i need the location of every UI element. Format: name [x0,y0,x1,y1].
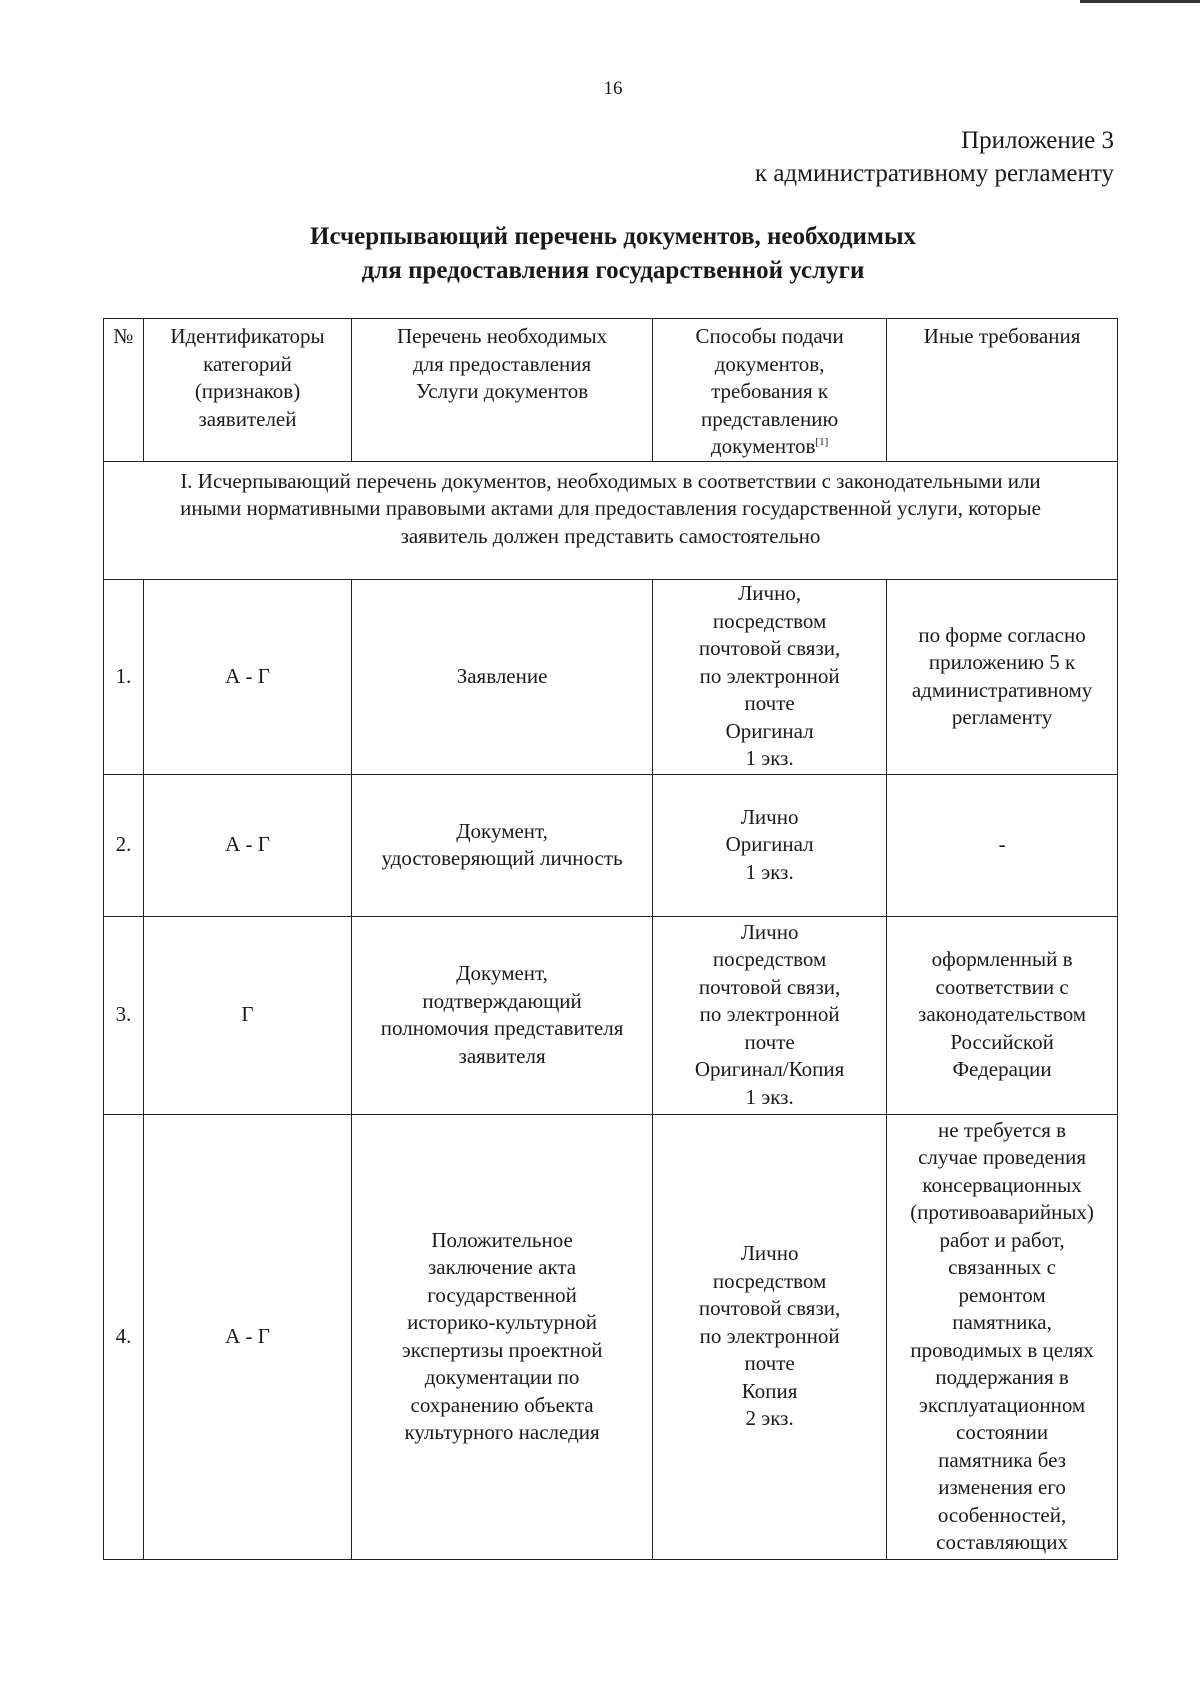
row-methods-line: посредством [712,1268,827,1293]
row-other-line: регламенту [951,705,1053,729]
row-identifiers: Г [143,916,351,1114]
row-document [352,916,653,1114]
section-title [104,461,1118,579]
row-other [887,1114,1118,1559]
row-document-line: полномочия представителя [380,1016,624,1040]
row-other-line: ремонтом [958,1282,1046,1307]
row-other-line: консервационных [922,1172,1082,1197]
row-methods-line: Лично, [738,581,802,606]
row-methods-line: почтовой связи, [698,974,841,999]
row-num: 2. [104,774,144,916]
appendix-line-1: Приложение 3 [961,127,1114,154]
footnote-ref[interactable]: [1] [815,436,829,448]
row-methods [653,1114,887,1559]
row-methods-line: по электронной [699,663,840,688]
header-methods-line: документов, [714,351,825,376]
header-identifiers-line: Идентификаторы [170,324,325,348]
row-other-line: оформленный в [931,947,1073,972]
header-identifiers-line: заявителей [198,406,297,431]
row-document-line: историко-культурной [407,1310,598,1334]
header-other [887,319,1118,462]
header-methods-last: документов [710,434,816,458]
row-document [352,579,653,774]
row-other-line: связанных с [948,1255,1057,1279]
row-other-line: Федерации [952,1057,1052,1082]
row-document-line: экспертизы проектной [401,1337,603,1362]
row-identifiers: А - Г [143,1114,351,1559]
row-other-line: памятника без [938,1447,1067,1472]
row-other-line: (противоаварийных) [910,1200,1094,1224]
row-methods-line: 1 экз. [745,746,794,771]
header-num: № [104,319,144,462]
row-document-line: заявителя [458,1043,546,1068]
header-methods-line: представлению [701,406,839,431]
row-methods [653,916,887,1114]
row-other [887,579,1118,774]
row-identifiers: А - Г [143,774,351,916]
row-other-line: состоянии [956,1420,1049,1444]
row-num: 4. [104,1114,144,1559]
row-other [887,916,1118,1114]
table-row [104,916,1118,1114]
row-document-line: документации по [424,1365,580,1389]
row-methods-line: посредством [712,608,827,633]
row-other-line: эксплуатационном [918,1392,1086,1417]
row-methods-line: посредством [712,947,827,972]
row-methods-line: Лично [740,1241,799,1266]
row-methods-line: 1 экз. [745,1084,794,1109]
documents-table [103,318,1118,1560]
row-num: 1. [104,579,144,774]
row-other-line: Российской [950,1029,1054,1054]
appendix-heading [755,124,1114,190]
row-other-line: особенностей, [937,1502,1067,1527]
row-methods-line: почте [744,1029,795,1054]
row-methods [653,579,887,774]
row-methods-line: по электронной [699,1323,840,1348]
header-identifiers-line: категорий [203,351,292,376]
header-identifiers [143,319,351,462]
header-other-line: Иные требования [923,324,1081,348]
section-title-line: I. Исчерпывающий перечень документов, необходимых в соответствии с законодательными или [180,468,1041,493]
title-line-2: для предоставления государственной услуги [361,257,865,284]
header-methods [653,319,887,462]
row-document-line: подтверждающий [422,988,582,1013]
header-documents-line: Услуги документов [415,379,589,403]
row-other-line: приложению 5 к [928,650,1076,674]
row-document-line: удостоверяющий личность [381,846,623,870]
header-methods-line: Способы подачи [695,324,844,348]
row-methods-line: Оригинал/Копия [694,1057,845,1082]
row-other-line: поддержания в [935,1365,1069,1389]
row-other-line: составляющих [936,1530,1068,1554]
table-row [104,1114,1118,1559]
row-other-line: памятника, [952,1310,1052,1334]
row-methods-line: Копия [741,1378,798,1403]
row-document-line: государственной [427,1282,577,1307]
row-methods-line: Лично [740,919,799,944]
scan-edge-mark [1080,0,1200,3]
row-other-line: изменения его [938,1475,1066,1499]
page-number: 16 [603,78,623,99]
row-other-line: не требуется в [938,1117,1067,1142]
row-other [887,774,1118,916]
section-title-line: иными нормативными правовыми актами для предоставления государственной услуги, которые [180,496,1041,520]
table-row [104,579,1118,774]
row-identifiers: А - Г [143,579,351,774]
row-other-line: работ и работ, [939,1227,1065,1252]
row-other-line: проводимых в целях [910,1337,1094,1362]
row-methods-line: Оригинал [725,832,814,857]
row-document-line: Заявление [456,663,548,688]
row-other-line: по форме согласно [918,622,1086,647]
row-methods-line: 1 экз. [745,859,794,884]
section-row [104,461,1118,579]
row-other-line: законодательством [918,1002,1087,1027]
row-document-line: сохранению объекта [410,1392,594,1417]
row-methods-line: Лично [740,804,799,829]
row-other-line: случае проведения [918,1145,1087,1169]
row-document-line: Документ, [456,818,548,843]
row-other-line: административному [911,677,1093,702]
row-methods-line: по электронной [699,1002,840,1027]
row-methods [653,774,887,916]
row-document-line: культурного наследия [404,1420,600,1444]
row-document-line: заключение акта [428,1255,577,1279]
table-row [104,774,1118,916]
row-methods-line: почте [744,1351,795,1376]
row-methods-line: Оригинал [725,718,814,743]
header-documents-line: для предоставления [412,351,592,376]
row-other-line: - [998,832,1006,857]
row-document-line: Положительное [431,1227,573,1252]
header-methods-line: требования к [711,379,829,403]
row-methods-line: почте [744,691,795,716]
row-other-line: соответствии с [935,974,1069,999]
document-title [0,220,1200,288]
header-identifiers-line: (признаков) [194,379,301,403]
row-methods-line: почтовой связи, [698,636,841,661]
row-num: 3. [104,916,144,1114]
row-document-line: Документ, [456,961,548,985]
header-documents-line: Перечень необходимых [397,324,608,348]
appendix-line-2: к административному регламенту [754,160,1114,187]
header-documents [352,319,653,462]
header-methods-line [656,433,883,461]
row-methods-line: 2 экз. [745,1406,794,1431]
row-document [352,774,653,916]
title-line-1: Исчерпывающий перечень документов, необходимых [310,223,916,250]
table-header-row [104,319,1118,462]
section-title-line: заявитель должен представить самостоятельно [400,523,821,548]
row-document [352,1114,653,1559]
row-methods-line: почтовой связи, [698,1296,841,1321]
